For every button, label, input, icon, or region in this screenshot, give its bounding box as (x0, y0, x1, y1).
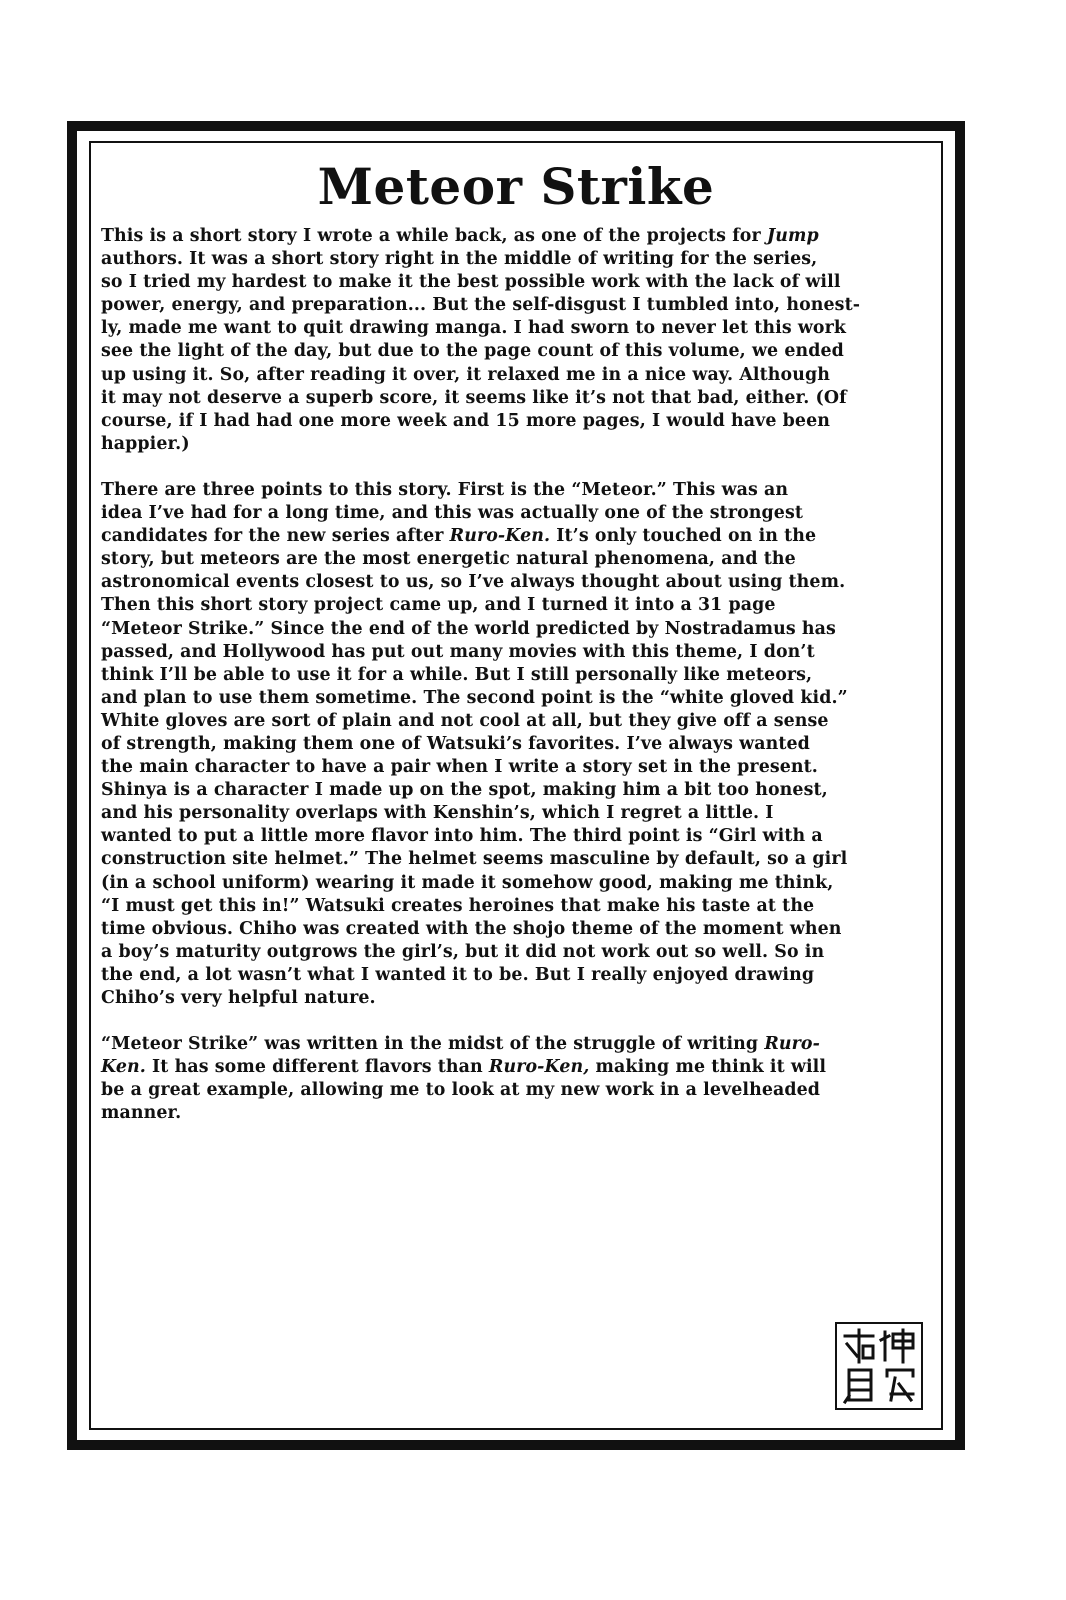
text-line: power, energy, and preparation... But the self-disgust I tumbled into, honest- (101, 295, 861, 316)
italic-title: Ruro-Ken. (449, 526, 551, 547)
text-line: ly, made me want to quit drawing manga. I had sworn to never let this work (101, 318, 847, 339)
text-line: Ken. It has some different flavors than Ruro-Ken, making me think it will (101, 1057, 827, 1078)
text-line: it may not deserve a superb score, it seems like it’s not that bad, either. (Of (101, 387, 847, 408)
paragraph (101, 225, 933, 456)
italic-title: Ruro-Ken, (488, 1057, 590, 1078)
artist-seal-stamp (835, 1322, 923, 1410)
text-line: so I tried my hardest to make it the best possible work with the lack of will (101, 272, 841, 293)
text-line: Then this short story project came up, and I turned it into a 31 page (101, 595, 776, 616)
paragraph (101, 479, 933, 1010)
text-line: a boy’s maturity outgrows the girl’s, but it did not work out so well. So in (101, 941, 825, 962)
text-line: the end, a lot wasn’t what I wanted it to be. But I really enjoyed drawing (101, 964, 815, 985)
text-line: (in a school uniform) wearing it made it somehow good, making me think, (101, 872, 834, 893)
essay-body (101, 225, 933, 1148)
text-line: Shinya is a character I made up on the spot, making him a bit too honest, (101, 780, 828, 801)
text-line: authors. It was a short story right in the middle of writing for the series, (101, 249, 818, 270)
text-line: up using it. So, after reading it over, it relaxed me in a nice way. Although (101, 364, 830, 385)
text-line: see the light of the day, but due to the page count of this volume, we ended (101, 341, 844, 362)
text-line: passed, and Hollywood has put out many movies with this theme, I don’t (101, 641, 815, 662)
italic-title: Jump (766, 226, 819, 246)
text-line: manner. (101, 1103, 182, 1124)
text-line: time obvious. Chiho was created with the shojo theme of the moment when (101, 918, 842, 939)
text-line: “Meteor Strike” was written in the midst of the struggle of writing Ruro- (101, 1034, 820, 1055)
text-line: construction site helmet.” The helmet seems masculine by default, so a girl (101, 849, 848, 870)
text-line: and his personality overlaps with Kenshin’s, which I regret a little. I (101, 803, 774, 824)
text-line: and plan to use them sometime. The second point is the “white gloved kid.” (101, 687, 848, 708)
text-line: wanted to put a little more flavor into him. The third point is “Girl with a (101, 826, 823, 847)
text-line: White gloves are sort of plain and not cool at all, but they give off a sense (101, 710, 829, 731)
paragraph (101, 1033, 933, 1125)
text-line: “Meteor Strike.” Since the end of the world predicted by Nostradamus has (101, 618, 836, 639)
text-line: of strength, making them one of Watsuki’s favorites. I’ve always wanted (101, 733, 810, 754)
text-line: story, but meteors are the most energetic natural phenomena, and the (101, 549, 796, 570)
page-frame (68, 122, 964, 1449)
text-line: “I must get this in!” Watsuki creates heroines that make his taste at the (101, 895, 815, 916)
text-line: think I’ll be able to use it for a while. But I still personally like meteors, (101, 664, 813, 685)
seal-glyphs-icon (837, 1324, 921, 1408)
italic-title: Ruro- (764, 1034, 820, 1055)
text-line: There are three points to this story. First is the “Meteor.” This was an (101, 479, 789, 500)
italic-title: Ken. (101, 1057, 146, 1078)
text-line: Chiho’s very helpful nature. (101, 988, 376, 1008)
text-line: idea I’ve had for a long time, and this was actually one of the strongest (101, 503, 803, 524)
text-line: be a great example, allowing me to look at my new work in a levelheaded (101, 1080, 821, 1101)
text-line: the main character to have a pair when I write a story set in the present. (101, 757, 818, 778)
text-line: This is a short story I wrote a while back, as one of the projects for Jump (101, 226, 819, 246)
text-line: astronomical events closest to us, so I’ve always thought about using them. (101, 572, 846, 593)
page-title: Meteor Strike (317, 157, 715, 216)
text-line: course, if I had had one more week and 15 more pages, I would have been (101, 410, 830, 431)
page-inner-frame (89, 141, 943, 1430)
text-line: candidates for the new series after Ruro-Ken. It’s only touched on in the (101, 526, 817, 547)
text-line: happier.) (101, 433, 190, 454)
